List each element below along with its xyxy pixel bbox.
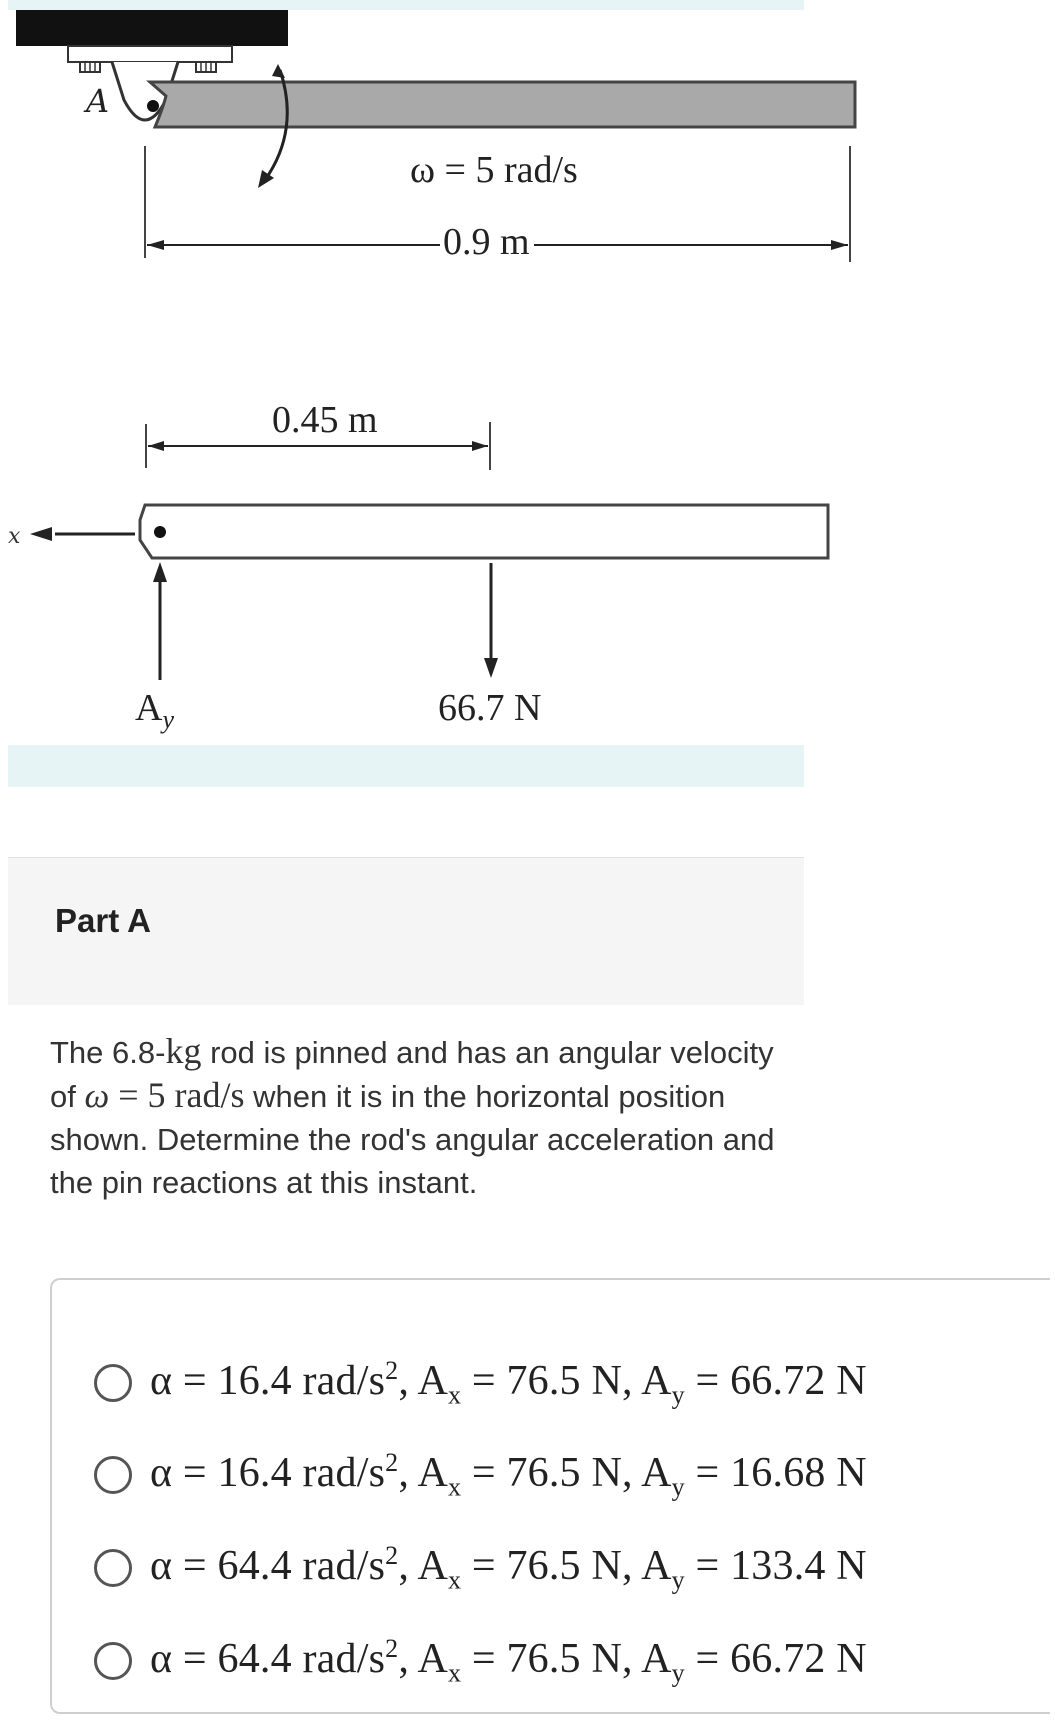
answer-choices [50,1278,1050,1714]
radio-button[interactable] [94,1364,132,1402]
weight-label: 66.7 N [438,687,542,729]
radio-button[interactable] [94,1549,132,1587]
answer-option-text: α = 16.4 rad/$s^2$, $A_x = 76.5$ N, $A_y = 16.68$ N [150,1447,867,1502]
answer-option-text: α = 64.4 rad/$s^2$, $A_x = 76.5$ N, $A_y = 133.4$ N [150,1540,867,1595]
bottom-accent-strip [8,745,804,787]
unit-kg: kg [165,1031,202,1071]
part-title: Part A [55,902,151,939]
answer-option[interactable] [94,1538,867,1598]
ay-label: $A_y$ [135,687,174,734]
answer-option[interactable] [94,1445,867,1505]
question-text: The 6.8-kg rod is pinned and has an angular velocity of ω = 5 rad/s when it is in the horizontal position shown. Determine the rod's angular acceleration and the pin reactions at this instant. [50,1031,775,1200]
omega-symbol: ω [84,1076,110,1115]
radio-button[interactable] [94,1642,132,1680]
x-label: x [8,524,21,549]
problem-figure [0,0,1055,760]
radio-button[interactable] [94,1456,132,1494]
support-plate [68,46,232,62]
rod-fbd [140,505,828,558]
part-header [8,857,804,1005]
answer-option[interactable] [94,1353,867,1413]
length-label: 0.9 m [443,221,530,263]
pin-dot [147,100,159,112]
answer-option-text: α = 64.4 rad/$s^2$, $A_x = 76.5$ N, $A_y = 66.72$ N [150,1633,867,1688]
ceiling-block [16,10,288,46]
support-label: A [86,82,110,120]
rod-top [150,82,855,127]
omega-label: ω = 5 rad/s [410,149,578,191]
half-length-label: 0.45 m [272,399,378,441]
answer-option-text: α = 16.4 rad/$s^2$, $A_x = 76.5$ N, $A_y = 66.72$ N [150,1355,867,1410]
fbd-pin-dot [154,526,166,538]
answer-option[interactable] [94,1631,867,1691]
